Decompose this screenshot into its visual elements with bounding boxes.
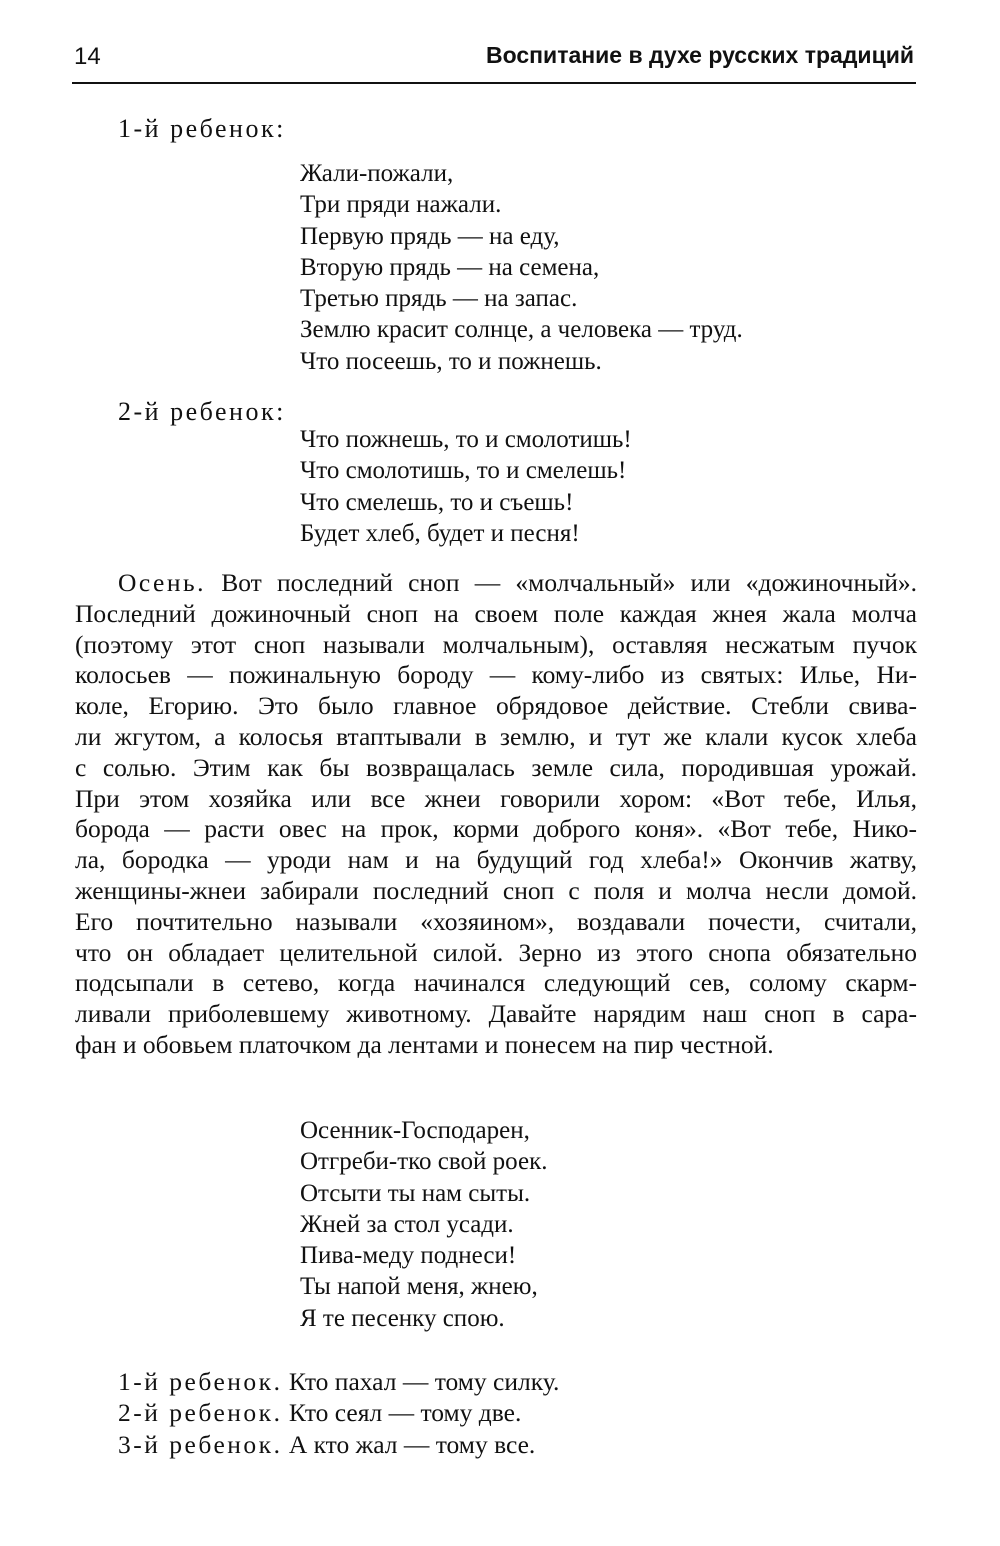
verse-2 — [300, 424, 632, 549]
verse-line: Что смелешь, то и съешь! — [300, 488, 574, 516]
prose-line: При этом хозяйка или все жнеи говорили хором: «Вот тебе, Илья, — [75, 783, 917, 813]
prose-paragraph — [75, 568, 917, 1061]
speaker-1-heading: 1-й ребенок: — [118, 114, 286, 143]
prose-line — [75, 568, 917, 599]
verse-line: Отгреби-тко свой роек. — [300, 1148, 548, 1176]
prose-line: женщины-жнеи забирали последний сноп с поля и молча несли домой. — [75, 875, 917, 905]
prose-line: ла, бородка — уроди нам и на будущий год хлеба!» Окончив жатву, — [75, 845, 917, 875]
verse-line: Ты напой меня, жнею, — [300, 1273, 538, 1301]
prose-text: Вот последний сноп — «молчальный» или «дожиночный». — [221, 568, 917, 597]
dialogue-line — [118, 1397, 559, 1428]
prose-line: коле, Егорию. Это было главное обрядовое действие. Стебли свива- — [75, 691, 917, 721]
prose-line: борода — расти овес на прок, корми доброго коня». «Вот тебе, Нико- — [75, 814, 917, 844]
verse-line: Вторую прядь — на семена, — [300, 253, 600, 281]
verse-line: Жали-пожали, — [300, 160, 454, 187]
speaker-2-heading: 2-й ребенок: — [118, 397, 286, 426]
dialogue-speaker: 2-й ребенок. — [118, 1398, 283, 1428]
verse-1 — [300, 158, 743, 377]
dialogue-speaker: 3-й ребенок. — [118, 1429, 283, 1459]
prose-line: Его почтительно называли «хозяином», воздавали почести, считали, — [75, 906, 917, 936]
prose-line: ливали приболевшему животному. Давайте нарядим наш сноп в сара- — [75, 999, 917, 1029]
verse-line: Три пряди нажали. — [300, 191, 502, 219]
verse-line: Будет хлеб, будет и песня! — [300, 519, 580, 547]
prose-line: с солью. Этим как бы возвращалась земле сила, породившая урожай. — [75, 752, 917, 782]
verse-line: Осенник-Господарен, — [300, 1117, 530, 1144]
prose-line: ли жгутом, а колосья втаптывали в землю, и тут же клали кусок хлеба — [75, 721, 917, 751]
running-head: Воспитание в духе русских традиций — [486, 42, 914, 68]
prose-line: подсыпали в сетево, когда начинался следующий сев, солому скарм- — [75, 968, 917, 998]
prose-line: колосьев — пожинальную бороду — кому-либо из святых: Илье, Ни- — [75, 660, 917, 690]
page-header — [72, 42, 916, 84]
verse-line: Что пожнешь, то и смолотишь! — [300, 426, 632, 453]
verse-line: Первую прядь — на еду, — [300, 222, 560, 250]
verse-line: Жней за стол усади. — [300, 1210, 514, 1238]
verse-line: Землю красит солнце, а человека — труд. — [300, 316, 743, 344]
dialogue-text: Кто сеял — тому две. — [288, 1398, 522, 1428]
verse-3 — [300, 1115, 547, 1334]
prose-line: Последний дожиночный сноп на своем поле каждая жнея жала молча — [75, 598, 917, 628]
dialogue-lines — [118, 1366, 559, 1460]
dialogue-text: Кто пахал — тому силку. — [288, 1367, 560, 1396]
prose-line: (поэтому этот сноп называли молчальным), оставляя несжатым пучок — [75, 629, 917, 659]
verse-line: Я те песенку спою. — [300, 1304, 505, 1332]
verse-line: Пива-меду поднеси! — [300, 1242, 517, 1270]
verse-line: Что смолотишь, то и смелешь! — [300, 457, 627, 485]
dialogue-line — [118, 1429, 559, 1460]
dialogue-speaker: 1-й ребенок. — [118, 1367, 283, 1396]
prose-speaker: Осень. — [118, 568, 207, 597]
page-number: 14 — [74, 43, 101, 70]
prose-line: что он обладает целительной силой. Зерно из этого снопа обязательно — [75, 937, 917, 967]
verse-line: Третью прядь — на запас. — [300, 285, 578, 313]
dialogue-line — [118, 1366, 559, 1397]
verse-line: Что посеешь, то и пожнешь. — [300, 347, 602, 375]
dialogue-text: А кто жал — тому все. — [288, 1429, 536, 1459]
verse-line: Отсыти ты нам сыты. — [300, 1179, 531, 1207]
prose-line: фан и обовьем платочком да лентами и понесем на пир честной. — [75, 1029, 774, 1059]
